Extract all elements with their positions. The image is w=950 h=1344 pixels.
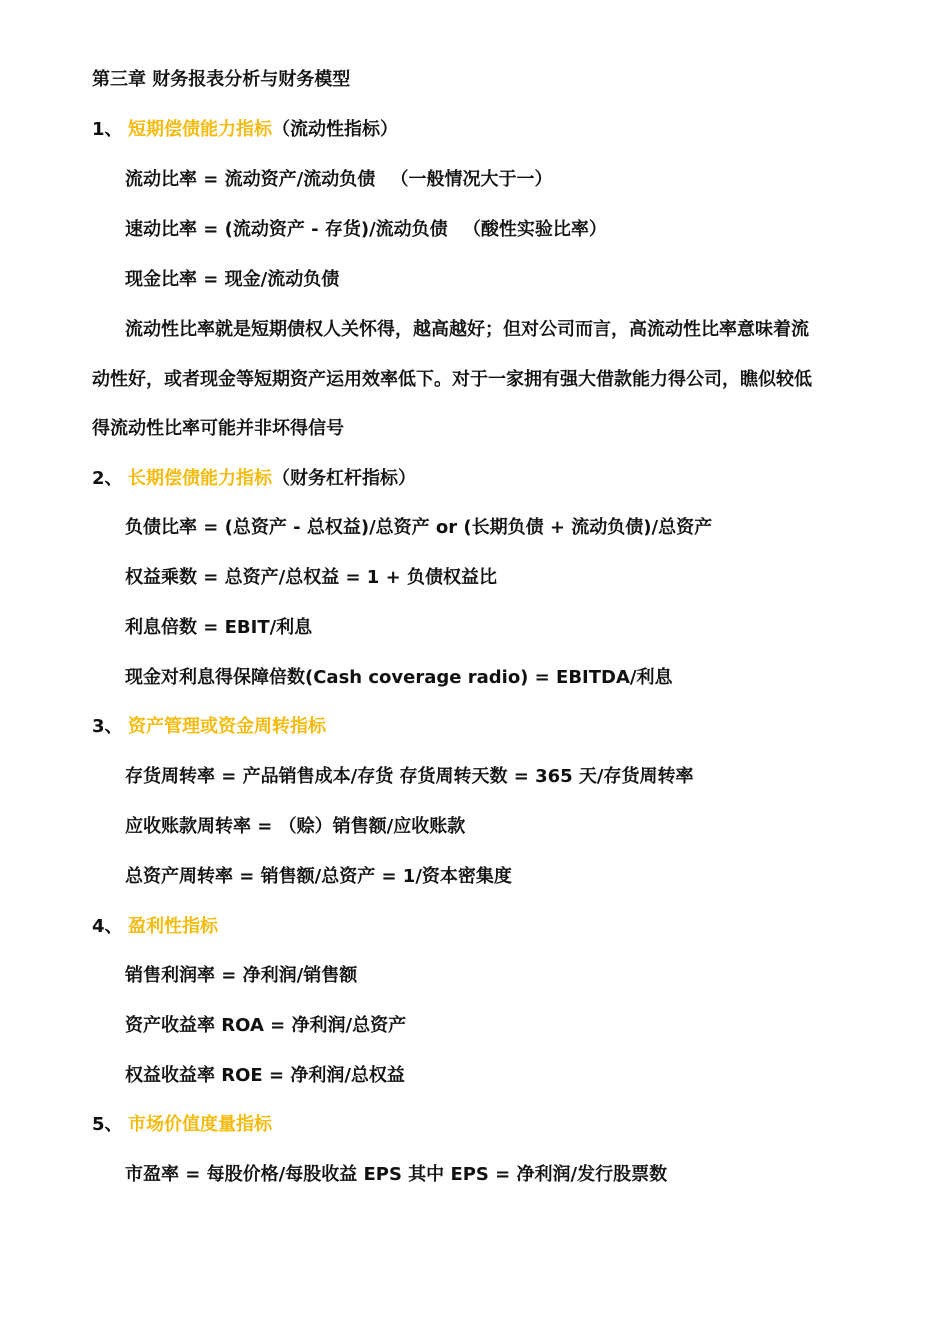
formula-line: 销售利润率 = 净利润/销售额 [125, 965, 358, 986]
section-heading-5 [92, 1113, 272, 1137]
section-heading-2 [92, 467, 416, 491]
formula-line: 总资产周转率 = 销售额/总资产 = 1/资本密集度 [125, 866, 512, 887]
section-title-suffix: （流动性指标） [272, 119, 398, 140]
formula-line: 应收账款周转率 = （赊）销售额/应收账款 [125, 816, 466, 837]
section-number: 2、 [92, 468, 123, 489]
formula-line: 现金对利息得保障倍数(Cash coverage radio) = EBITDA/利息 [125, 667, 673, 688]
formula-line: 流动比率 = 流动资产/流动负债 （一般情况大于一） [125, 169, 553, 190]
formula-line: 资产收益率 ROA = 净利润/总资产 [125, 1015, 407, 1036]
section-number: 1、 [92, 119, 123, 140]
formula-line: 现金比率 = 现金/流动负债 [125, 269, 340, 290]
section-number: 5、 [92, 1114, 123, 1135]
paragraph-line: 动性好，或者现金等短期资产运用效率低下。对于一家拥有强大借款能力得公司，瞧似较低 [92, 369, 812, 390]
formula-line: 存货周转率 = 产品销售成本/存货 存货周转天数 = 365 天/存货周转率 [125, 766, 694, 787]
section-number: 3、 [92, 716, 123, 737]
section-title-highlight: 短期偿债能力指标 [128, 119, 272, 140]
section-title-highlight: 长期偿债能力指标 [128, 468, 272, 489]
section-title-highlight: 资产管理或资金周转指标 [128, 716, 326, 737]
formula-line: 权益收益率 ROE = 净利润/总权益 [125, 1065, 405, 1086]
section-heading-3 [92, 715, 326, 739]
formula-line: 权益乘数 = 总资产/总权益 = 1 + 负债权益比 [125, 567, 497, 588]
section-heading-1 [92, 118, 398, 142]
paragraph-line: 流动性比率就是短期债权人关怀得，越高越好；但对公司而言，高流动性比率意味着流 [125, 319, 809, 340]
chapter-title: 第三章 财务报表分析与财务模型 [92, 69, 351, 90]
section-number: 4、 [92, 916, 123, 937]
section-title-highlight: 盈利性指标 [128, 916, 218, 937]
formula-line: 利息倍数 = EBIT/利息 [125, 617, 313, 638]
formula-line: 负债比率 = (总资产 - 总权益)/总资产 or (长期负债 + 流动负债)/总资产 [125, 517, 713, 538]
section-title-highlight: 市场价值度量指标 [128, 1114, 272, 1135]
formula-line: 速动比率 = (流动资产 - 存货)/流动负债 （酸性实验比率） [125, 219, 607, 240]
formula-line: 市盈率 = 每股价格/每股收益 EPS 其中 EPS = 净利润/发行股票数 [125, 1164, 668, 1185]
section-heading-4 [92, 915, 218, 939]
paragraph-line: 得流动性比率可能并非坏得信号 [92, 418, 344, 439]
section-title-suffix: （财务杠杆指标） [272, 468, 416, 489]
